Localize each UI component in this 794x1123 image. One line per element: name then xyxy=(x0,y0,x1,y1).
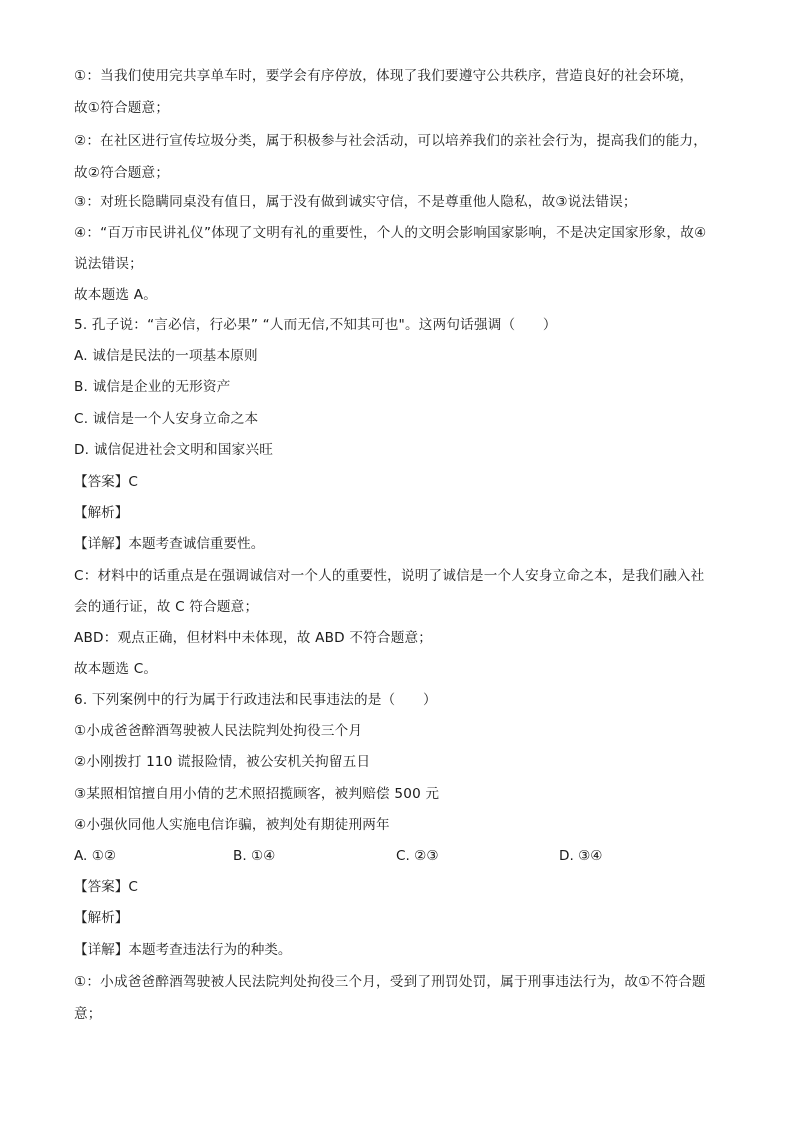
question-5-option-d: D. 诚信促进社会文明和国家兴旺 xyxy=(74,442,274,458)
analysis-label: 【解析】 xyxy=(74,910,129,926)
question-6-option-b: B. ①④ xyxy=(233,848,276,864)
answer-label: 【答案】C xyxy=(74,879,138,895)
explanation-line: 会的通行证，故 C 符合题意； xyxy=(74,599,259,615)
question-5-option-a: A. 诚信是民法的一项基本原则 xyxy=(74,348,258,364)
explanation-line: 意； xyxy=(74,1006,102,1022)
question-6-option-d: D. ③④ xyxy=(559,848,603,864)
question-6-item-3: ③某照相馆擅自用小倩的艺术照招揽顾客，被判赔偿 500 元 xyxy=(74,786,440,802)
detail-label: 【详解】本题考查诚信重要性。 xyxy=(74,536,265,552)
text-line: ①：当我们使用完共享单车时，要学会有序停放，体现了我们要遵守公共秩序，营造良好的社会环境， xyxy=(74,68,694,84)
explanation-line: ABD：观点正确，但材料中未体现，故 ABD 不符合题意； xyxy=(74,630,433,646)
question-6-item-4: ④小强伙同他人实施电信诈骗，被判处有期徒刑两年 xyxy=(74,817,390,833)
text-line: 故本题选 A。 xyxy=(74,287,157,303)
text-line: ④：“百万市民讲礼仪”体现了文明有礼的重要性，个人的文明会影响国家影响，不是决定国家形象，故④ xyxy=(74,225,707,241)
analysis-label: 【解析】 xyxy=(74,505,129,521)
text-line: 故②符合题意； xyxy=(74,165,170,181)
explanation-line: C：材料中的话重点是在强调诚信对一个人的重要性，说明了诚信是一个人安身立命之本，是我们融入社 xyxy=(74,568,705,584)
answer-label: 【答案】C xyxy=(74,474,138,490)
question-6-option-c: C. ②③ xyxy=(396,848,439,864)
question-5-option-b: B. 诚信是企业的无形资产 xyxy=(74,379,231,395)
text-line: 说法错误； xyxy=(74,256,143,272)
text-line: 故①符合题意； xyxy=(74,100,170,116)
question-6-item-2: ②小刚拨打 110 谎报险情，被公安机关拘留五日 xyxy=(74,754,371,770)
explanation-line: 故本题选 C。 xyxy=(74,661,158,677)
text-line: ②：在社区进行宣传垃圾分类，属于积极参与社会活动，可以培养我们的亲社会行为，提高我们的能力， xyxy=(74,133,708,149)
question-5-option-c: C. 诚信是一个人安身立命之本 xyxy=(74,411,259,427)
explanation-line: ①：小成爸爸醉酒驾驶被人民法院判处拘役三个月，受到了刑罚处罚，属于刑事违法行为，故①不符合题 xyxy=(74,974,706,990)
detail-label: 【详解】本题考查违法行为的种类。 xyxy=(74,942,292,958)
question-6-option-a: A. ①② xyxy=(74,848,117,864)
question-6-stem: 6. 下列案例中的行为属于行政违法和民事违法的是（ ） xyxy=(74,692,437,708)
text-line: ③：对班长隐瞒同桌没有值日，属于没有做到诚实守信，不是尊重他人隐私，故③说法错误； xyxy=(74,194,637,210)
question-6-item-1: ①小成爸爸醉酒驾驶被人民法院判处拘役三个月 xyxy=(74,723,363,739)
question-5-stem: 5. 孔子说：“言必信，行必果” “人而无信,不知其可也"。这两句话强调（ ） xyxy=(74,317,557,333)
